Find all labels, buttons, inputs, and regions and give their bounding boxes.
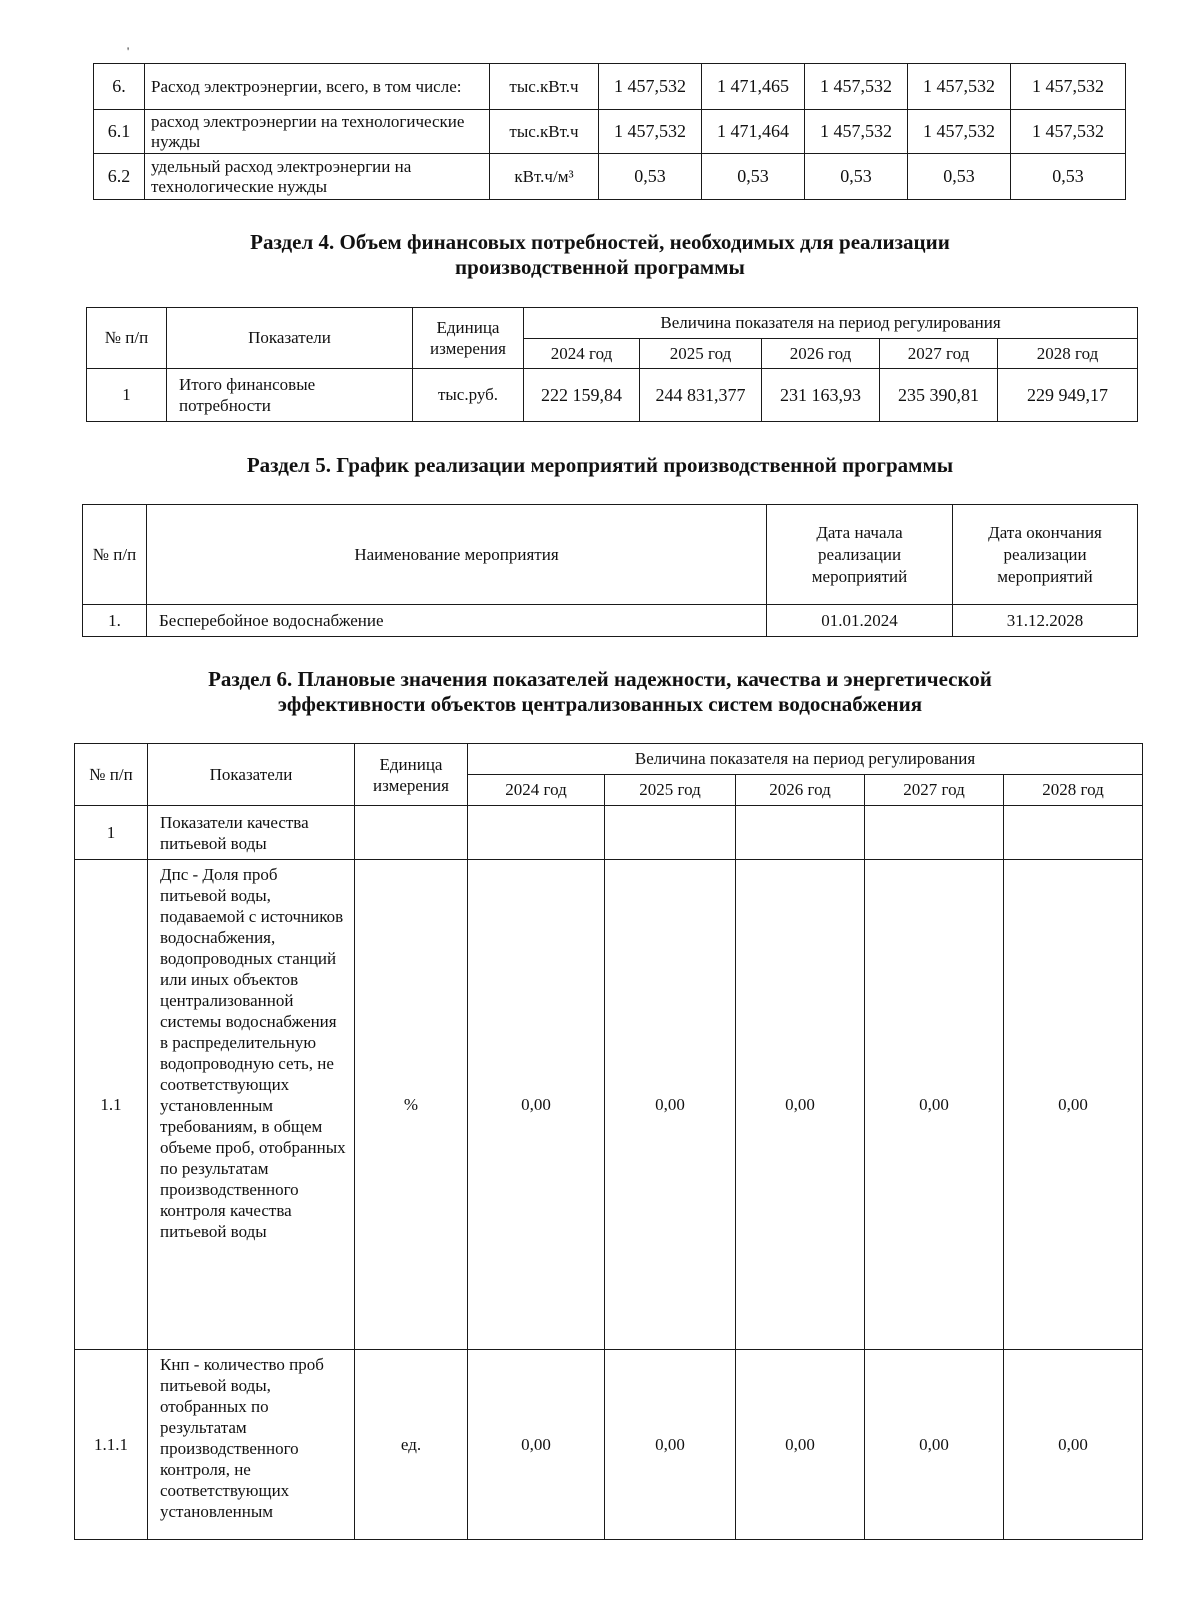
row-value: 1 457,532 xyxy=(908,64,1011,110)
row-num: 6. xyxy=(94,64,145,110)
row-value: 1 457,532 xyxy=(599,110,702,154)
row-num: 1. xyxy=(83,605,147,637)
row-name: Дпс - Доля проб питьевой воды, подаваемой с источников водоснабжения, водопроводных станций или иных объектов централизованной системы водоснабжения в распределительную водопроводную сеть, не соответствующих установленным требованиям, в общем объеме проб, отобранных по результатам производственного контроля качества питьевой воды xyxy=(148,860,355,1350)
row-value: 1 457,532 xyxy=(599,64,702,110)
row-value: 0,00 xyxy=(865,1350,1004,1540)
table-row xyxy=(94,154,1126,200)
schedule-table xyxy=(82,504,1138,637)
row-name: расход электроэнергии на технологические нужды xyxy=(145,110,490,154)
table-row xyxy=(87,369,1138,422)
row-value: 1 457,532 xyxy=(908,110,1011,154)
header-start: Дата начала реализации мероприятий xyxy=(767,505,953,605)
row-value: 0,00 xyxy=(1004,1350,1143,1540)
table-row xyxy=(83,605,1138,637)
header-row xyxy=(75,744,1143,775)
header-num: № п/п xyxy=(83,505,147,605)
header-num: № п/п xyxy=(75,744,148,806)
header-year: 2025 год xyxy=(640,339,762,369)
row-value: 0,53 xyxy=(599,154,702,200)
row-name: Расход электроэнергии, всего, в том числе: xyxy=(145,64,490,110)
row-value: 0,00 xyxy=(736,860,865,1350)
row-unit: кВт.ч/м³ xyxy=(490,154,599,200)
header-year: 2026 год xyxy=(736,775,865,806)
row-name: Бесперебойное водоснабжение xyxy=(147,605,767,637)
row-num: 1 xyxy=(87,369,167,422)
row-value: 0,00 xyxy=(1004,860,1143,1350)
header-unit: Единица измерения xyxy=(413,308,524,369)
header-year: 2026 год xyxy=(762,339,880,369)
header-year: 2028 год xyxy=(998,339,1138,369)
header-end: Дата окончания реализации мероприятий xyxy=(953,505,1138,605)
row-name: Кнп - количество проб питьевой воды, отобранных по результатам производственного контроля, не соответствующих установленным xyxy=(148,1350,355,1540)
row-value: 0,00 xyxy=(468,860,605,1350)
row-unit: % xyxy=(355,860,468,1350)
section4-title: Раздел 4. Объем финансовых потребностей, необходимых для реализации производственной программы xyxy=(250,230,950,279)
row-unit: тыс.руб. xyxy=(413,369,524,422)
header-period: Величина показателя на период регулирования xyxy=(468,744,1143,775)
row-name: Итого финансовые потребности xyxy=(167,369,413,422)
row-value: 1 457,532 xyxy=(805,110,908,154)
header-year: 2027 год xyxy=(880,339,998,369)
header-row xyxy=(87,308,1138,339)
table-row xyxy=(94,110,1126,154)
row-value: 231 163,93 xyxy=(762,369,880,422)
row-value: 1 471,464 xyxy=(702,110,805,154)
financial-needs-table xyxy=(86,307,1138,422)
scan-mark: ' xyxy=(127,44,130,58)
header-year: 2024 год xyxy=(524,339,640,369)
header-period: Величина показателя на период регулирования xyxy=(524,308,1138,339)
row-value: 235 390,81 xyxy=(880,369,998,422)
row-unit xyxy=(355,806,468,860)
row-value: 0,00 xyxy=(605,860,736,1350)
header-year: 2024 год xyxy=(468,775,605,806)
section5-title: Раздел 5. График реализации мероприятий производственной программы xyxy=(246,453,954,477)
header-num: № п/п xyxy=(87,308,167,369)
row-name: удельный расход электроэнергии на технологические нужды xyxy=(145,154,490,200)
row-num: 1 xyxy=(75,806,148,860)
row-value: 0,00 xyxy=(468,1350,605,1540)
row-num: 6.2 xyxy=(94,154,145,200)
row-value: 1 457,532 xyxy=(1011,110,1126,154)
section6-title: Раздел 6. Плановые значения показателей надежности, качества и энергетической эффективности объектов централизованных систем водоснабжения xyxy=(208,667,992,716)
row-value: 229 949,17 xyxy=(998,369,1138,422)
row-unit: ед. xyxy=(355,1350,468,1540)
header-year: 2025 год xyxy=(605,775,736,806)
row-value xyxy=(865,806,1004,860)
row-value: 0,53 xyxy=(908,154,1011,200)
row-value: 244 831,377 xyxy=(640,369,762,422)
table-row xyxy=(75,806,1143,860)
row-value: 1 457,532 xyxy=(1011,64,1126,110)
row-value: 222 159,84 xyxy=(524,369,640,422)
row-value xyxy=(605,806,736,860)
row-value xyxy=(736,806,865,860)
header-name: Наименование мероприятия xyxy=(147,505,767,605)
row-value: 0,53 xyxy=(805,154,908,200)
header-unit: Единица измерения xyxy=(355,744,468,806)
table-row xyxy=(75,1350,1143,1540)
row-value: 0,00 xyxy=(865,860,1004,1350)
header-indicator: Показатели xyxy=(148,744,355,806)
row-value: 0,00 xyxy=(605,1350,736,1540)
row-unit: тыс.кВт.ч xyxy=(490,110,599,154)
header-row xyxy=(83,505,1138,605)
row-value xyxy=(468,806,605,860)
row-value: 1 457,532 xyxy=(805,64,908,110)
reliability-indicators-table xyxy=(74,743,1143,1540)
header-year: 2027 год xyxy=(865,775,1004,806)
row-value: 0,53 xyxy=(1011,154,1126,200)
table-row xyxy=(94,64,1126,110)
table-row xyxy=(75,860,1143,1350)
row-value: 0,53 xyxy=(702,154,805,200)
row-num: 6.1 xyxy=(94,110,145,154)
row-name: Показатели качества питьевой воды xyxy=(148,806,355,860)
electricity-table xyxy=(93,63,1126,200)
row-unit: тыс.кВт.ч xyxy=(490,64,599,110)
header-year: 2028 год xyxy=(1004,775,1143,806)
row-start-date: 01.01.2024 xyxy=(767,605,953,637)
row-num: 1.1.1 xyxy=(75,1350,148,1540)
row-num: 1.1 xyxy=(75,860,148,1350)
row-end-date: 31.12.2028 xyxy=(953,605,1138,637)
row-value xyxy=(1004,806,1143,860)
header-indicator: Показатели xyxy=(167,308,413,369)
row-value: 1 471,465 xyxy=(702,64,805,110)
row-value: 0,00 xyxy=(736,1350,865,1540)
